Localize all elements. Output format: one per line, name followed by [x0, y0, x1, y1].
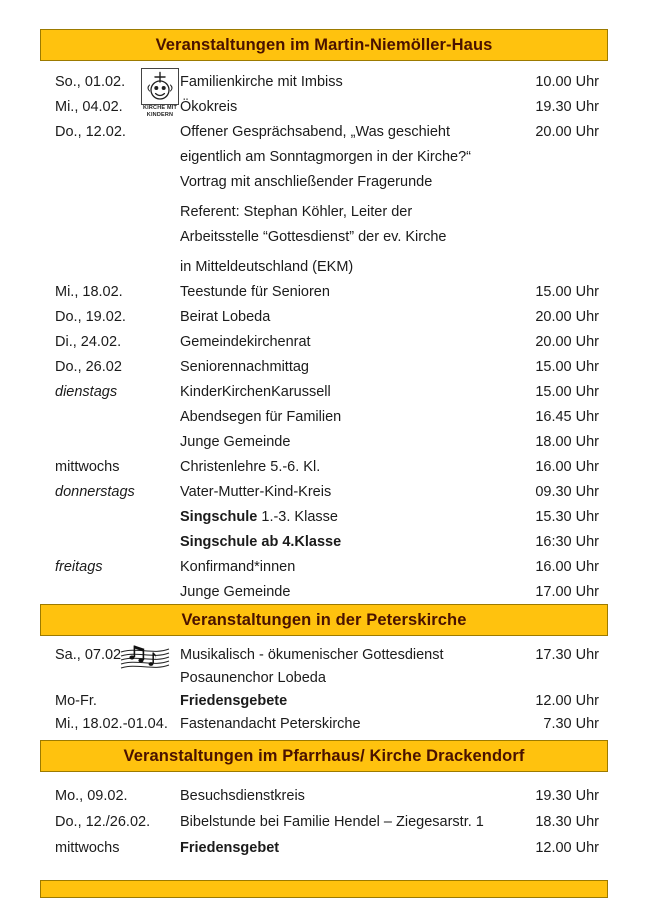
event-time: 17.30 Uhr	[535, 647, 599, 663]
event-title-line: Teestunde für Senioren	[180, 284, 330, 300]
event-row	[40, 644, 608, 690]
event-row	[40, 690, 608, 713]
event-title-line: Christenlehre 5.-6. Kl.	[180, 459, 321, 475]
event-title	[180, 330, 504, 355]
event-list	[40, 644, 608, 736]
event-date: So., 01.02.	[55, 74, 126, 90]
event-time: 20.00 Uhr	[535, 309, 599, 325]
event-date: Mo-Fr.	[55, 693, 97, 709]
event-time: 10.00 Uhr	[535, 74, 599, 90]
event-title-line: Gemeindekirchenrat	[180, 334, 311, 350]
event-title	[180, 455, 504, 480]
event-date: Do., 19.02.	[55, 309, 126, 325]
event-title-line: Posaunenchor Lobeda	[180, 670, 326, 686]
event-row	[40, 809, 608, 835]
event-title	[180, 120, 504, 280]
event-row	[40, 430, 608, 455]
event-title-line: Junge Gemeinde	[180, 434, 291, 450]
event-row	[40, 783, 608, 809]
event-row	[40, 380, 608, 405]
event-title-line: Junge Gemeinde	[180, 584, 291, 600]
event-time: 18.30 Uhr	[535, 814, 599, 830]
event-title	[180, 809, 504, 835]
event-time: 15.00 Uhr	[535, 284, 599, 300]
event-row	[40, 835, 608, 861]
event-date: freitags	[55, 559, 103, 575]
kirche-mit-kindern-caption: KIRCHE MIT	[142, 105, 178, 111]
event-title-line: Referent: Stephan Köhler, Leiter der	[180, 204, 413, 220]
event-list	[40, 70, 608, 605]
event-title	[180, 713, 504, 736]
event-title	[180, 70, 504, 95]
event-title	[180, 690, 504, 713]
event-title-line: Vortrag mit anschließender Fragerunde	[180, 174, 433, 190]
event-title-line: in Mitteldeutschland (EKM)	[180, 259, 354, 275]
event-title	[180, 280, 504, 305]
event-title-line: Familienkirche mit Imbiss	[180, 74, 343, 90]
kirche-mit-kindern-caption: KINDERN	[146, 111, 174, 118]
event-time: 09.30 Uhr	[535, 484, 599, 500]
event-title	[180, 480, 504, 505]
event-date: dienstags	[55, 384, 118, 400]
event-row	[40, 530, 608, 555]
event-title-line: Friedensgebet	[180, 840, 280, 856]
event-date: Mo., 09.02.	[55, 788, 128, 804]
event-time: 18.00 Uhr	[535, 434, 599, 450]
event-title-line: Fastenandacht Peterskirche	[180, 716, 361, 732]
event-title	[180, 555, 504, 580]
event-date: mittwochs	[55, 840, 120, 856]
event-title-line: Ökokreis	[180, 99, 238, 115]
section-header	[40, 740, 608, 772]
event-time: 15.00 Uhr	[535, 384, 599, 400]
event-row	[40, 405, 608, 430]
event-title-line: Konfirmand*innen	[180, 559, 296, 575]
event-time: 17.00 Uhr	[535, 584, 599, 600]
event-date: Do., 12.02.	[55, 124, 126, 140]
event-time: 16:30 Uhr	[535, 534, 599, 550]
event-row	[40, 713, 608, 736]
event-time: 16.00 Uhr	[535, 459, 599, 475]
event-row	[40, 555, 608, 580]
event-date: Do., 26.02	[55, 359, 122, 375]
event-date: Sa., 07.02	[55, 647, 122, 663]
section-drackendorf	[40, 740, 608, 861]
music-notes-icon	[120, 641, 170, 675]
event-title	[180, 95, 504, 120]
event-time: 16.00 Uhr	[535, 559, 599, 575]
event-row	[40, 355, 608, 380]
event-title-line: Offener Gesprächsabend, „Was geschieht	[180, 124, 451, 140]
event-title-line: Bibelstunde bei Familie Hendel – Ziegesarstr. 1	[180, 814, 484, 830]
event-title-line: Musikalisch - ökumenischer Gottesdienst	[180, 647, 444, 663]
event-time: 15.30 Uhr	[535, 509, 599, 525]
event-title-line: Singschule ab 4.Klasse	[180, 534, 342, 550]
event-title	[180, 530, 504, 555]
event-date: mittwochs	[55, 459, 120, 475]
event-title-line: Arbeitsstelle “Gottesdienst” der ev. Kirche	[180, 229, 447, 245]
event-date: Do., 12./26.02.	[55, 814, 151, 830]
event-title-line: Friedensgebete	[180, 693, 288, 709]
event-row	[40, 455, 608, 480]
event-date: Mi., 18.02.	[55, 284, 123, 300]
event-row	[40, 95, 608, 120]
event-title	[180, 783, 504, 809]
event-row	[40, 120, 608, 280]
event-title-line: Besuchsdienstkreis	[180, 788, 305, 804]
event-title	[180, 580, 504, 605]
event-title-line: Abendsegen für Familien	[180, 409, 342, 425]
event-row	[40, 505, 608, 530]
section-header	[40, 29, 608, 61]
section-header-partial	[40, 880, 608, 898]
event-title-line: Beirat Lobeda	[180, 309, 271, 325]
event-row	[40, 305, 608, 330]
section-peterskirche	[40, 604, 608, 736]
event-time: 19.30 Uhr	[535, 788, 599, 804]
event-time: 15.00 Uhr	[535, 359, 599, 375]
event-title-line: KinderKirchenKarussell	[180, 384, 331, 400]
event-title-line: Seniorennachmittag	[180, 359, 309, 375]
section-header	[40, 604, 608, 636]
event-title	[180, 355, 504, 380]
event-row	[40, 280, 608, 305]
event-time: 12.00 Uhr	[535, 840, 599, 856]
event-title	[180, 835, 504, 861]
event-time: 20.00 Uhr	[535, 124, 599, 140]
event-title	[180, 380, 504, 405]
event-title	[180, 430, 504, 455]
section-martin-niemoeller-haus	[40, 29, 608, 605]
event-time: 16.45 Uhr	[535, 409, 599, 425]
event-date: Mi., 04.02.	[55, 99, 123, 115]
event-date: donnerstags	[55, 484, 135, 500]
event-title	[180, 644, 504, 690]
event-date: Mi., 18.02.-01.04.	[55, 716, 168, 732]
event-time: 19.30 Uhr	[535, 99, 599, 115]
event-row	[40, 480, 608, 505]
event-date: Di., 24.02.	[55, 334, 122, 350]
section-title: Veranstaltungen in der Peterskirche	[181, 610, 467, 629]
event-title	[180, 305, 504, 330]
event-title	[180, 405, 504, 430]
event-time: 7.30 Uhr	[543, 716, 599, 732]
event-title-line: Singschule 1.-3. Klasse	[180, 509, 338, 525]
event-title	[180, 505, 504, 530]
event-title-line: eigentlich am Sonntagmorgen in der Kirche?“	[180, 149, 471, 165]
event-time: 12.00 Uhr	[535, 693, 599, 709]
event-list	[40, 783, 608, 861]
event-row	[40, 330, 608, 355]
section-title: Veranstaltungen im Martin-Niemöller-Haus	[155, 35, 493, 54]
event-title-line: Vater-Mutter-Kind-Kreis	[180, 484, 332, 500]
event-time: 20.00 Uhr	[535, 334, 599, 350]
section-title: Veranstaltungen im Pfarrhaus/ Kirche Drackendorf	[123, 746, 525, 765]
event-row	[40, 580, 608, 605]
